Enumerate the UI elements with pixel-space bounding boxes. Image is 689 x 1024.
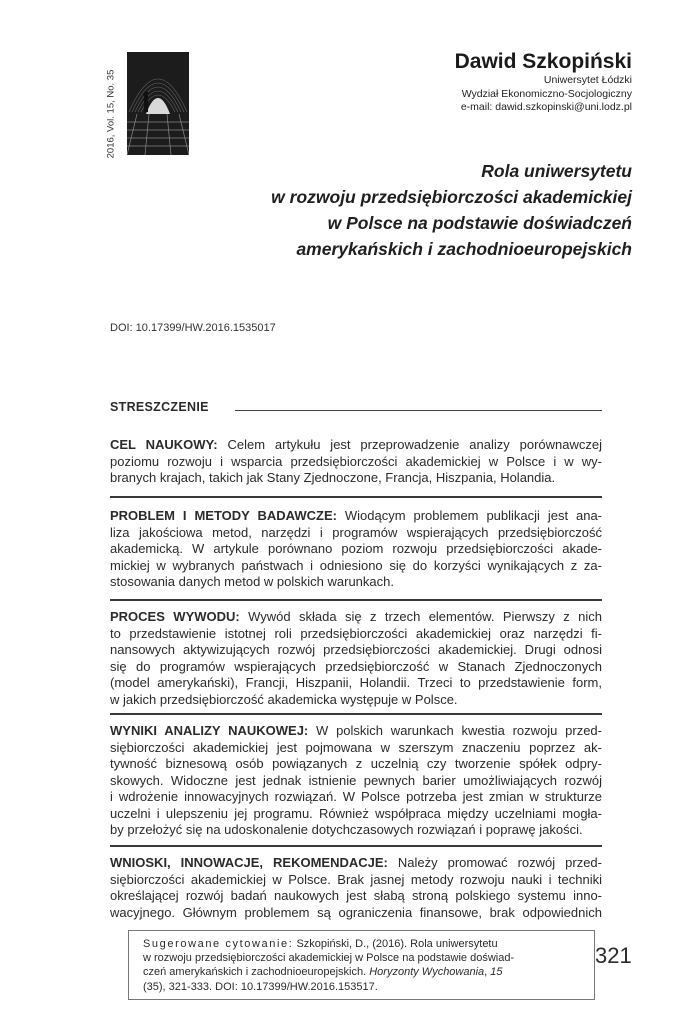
section-text: by przełożyć się na udoskonalenie dotychczasowych rozwiązań i poprawę jakości. [110, 822, 583, 837]
citation-label: Sugerowane cytowanie: [143, 938, 294, 950]
section-text: się do programów wspierających przedsiębiorczość w Stanach Zjednoczonych [110, 658, 602, 674]
abstract-section-conclusions [110, 855, 602, 921]
section-divider [110, 713, 602, 715]
section-text: Należy promować rozwój przed- [387, 855, 602, 870]
section-text: branych krajach, takich jak Stany Zjednoczone, Francja, Hiszpania, Holandia. [110, 470, 556, 485]
section-text: to przedstawienie istotnej roli przedsiębiorczości akademickiej oraz narzędzi fi- [110, 625, 602, 641]
section-text: uczelni i ulepszeniu jej programu. Również współpraca między uczelniami mogła- [110, 805, 602, 821]
section-text: mickiej w wybranych państwach i odniesiono się do korzyści wynikających z za- [110, 557, 602, 573]
citation-text: czeń amerykańskich i zachodnioeuropejskich. [143, 966, 370, 979]
citation-journal: Horyzonty Wychowania [369, 966, 485, 979]
author-block [455, 50, 632, 115]
citation-text: , [484, 966, 491, 979]
citation-text: w rozwoju przedsiębiorczości akademickiej w Polsce na podstawie doświad- [143, 952, 515, 965]
abstract-section-results [110, 723, 602, 839]
section-text: liza jakościowa metod, narzędzi i programów wspierających przedsiębiorczość [110, 524, 602, 540]
section-text: wacyjnego. Głównym problemem są ograniczenia finansowe, brak odpowiednich [110, 904, 602, 920]
section-text: Wywód składa się z trzech elementów. Pierwszy z nich [239, 609, 602, 624]
section-text: siębiorczości akademickiej jest pojmowana w szerszym znaczeniu poprzez ak- [110, 739, 602, 755]
section-divider [110, 845, 602, 847]
doi-text: DOI: 10.17399/HW.2016.1535017 [110, 322, 276, 334]
author-faculty: Wydział Ekonomiczno-Socjologiczny [461, 87, 632, 100]
title-line: Rola uniwersytetu [481, 161, 632, 181]
journal-volume-vertical [104, 60, 118, 168]
citation-volume: 15 [490, 966, 503, 979]
article-title [152, 158, 632, 262]
journal-logo-image [127, 52, 189, 155]
section-text: Celem artykułu jest przeprowadzenie analizy porównawczej [217, 437, 602, 452]
section-text: w jakich przedsiębiorczość akademicka występuje w Polsce. [110, 691, 458, 707]
section-divider [110, 599, 602, 601]
section-heading: PROBLEM I METODY BADAWCZE: [110, 508, 337, 523]
section-text: i wdrożenie innowacyjnych rozwiązań. W Polsce potrzeba jest zmian w strukturze [110, 789, 602, 804]
author-email: e-mail: dawid.szkopinski@uni.lodz.pl [460, 101, 632, 113]
title-line: amerykańskich i zachodnioeuropejskich [296, 239, 632, 259]
section-divider [110, 496, 602, 498]
abstract-section-methods [110, 508, 602, 591]
citation-text: (35), 321-333. DOI: 10.17399/HW.2016.153517. [143, 980, 378, 993]
abstract-heading-rule [235, 410, 602, 411]
section-text: nansowych aktywizujących rozwój przedsiębiorczości akademickiej. Drugi odnosi [110, 642, 602, 657]
section-text: poziomu rozwoju i wsparcia przedsiębiorczości akademickiej w Polsce i w wy- [110, 453, 602, 469]
abstract-section-objective [110, 437, 602, 487]
suggested-citation-box [128, 930, 595, 1000]
section-text: tywność biznesową osób powiązanych z uczelnią czy tworzenie spółek odpry- [110, 756, 602, 771]
suggested-citation-text [143, 937, 577, 994]
tunnel-figure-illustration [127, 52, 189, 155]
section-text: W polskich warunkach kwestia rozwoju przed- [308, 723, 602, 738]
author-name: Dawid Szkopiński [454, 50, 632, 73]
section-heading: PROCES WYWODU: [110, 609, 240, 624]
title-line: w rozwoju przedsiębiorczości akademickiej [271, 187, 632, 207]
abstract-heading: STRESZCZENIE [110, 400, 209, 414]
section-text: (model amerykański), Francji, Hiszpanii, Holandii. Trzeci to przedstawienie form, [110, 675, 602, 690]
section-text: skowych. Widoczne jest jednak istnienie pewnych barier umożliwiających rozwój [110, 772, 602, 788]
title-line: w Polsce na podstawie doświadczeń [327, 213, 632, 233]
section-text: stosowania danych metod w polskich warunkach. [110, 574, 394, 589]
abstract-heading-row [110, 398, 602, 414]
section-text: określającej rozwój badań naukowych jest słabą stroną polskiego systemu inno- [110, 888, 602, 903]
section-text: Wiodącym problemem publikacji jest ana- [336, 508, 603, 523]
abstract-section-process [110, 609, 602, 708]
journal-volume-text: 2016, Vol. 15, No. 35 [105, 69, 117, 159]
section-heading: WYNIKI ANALIZY NAUKOWEJ: [110, 723, 309, 738]
author-university: Uniwersytet Łódzki [543, 74, 632, 86]
section-text: akademicką. W artykule porównano poziom rozwoju przedsiębiorczości akade- [110, 541, 602, 556]
section-heading: WNIOSKI, INNOWACJE, REKOMENDACJE: [110, 855, 388, 870]
section-heading: CEL NAUKOWY: [110, 437, 218, 452]
page-number: 321 [595, 943, 632, 968]
citation-text: Szkopiński, D., (2016). Rola uniwersytetu [293, 938, 498, 950]
section-text: siębiorczości akademickiej w Polsce. Brak jasnej metody rozwoju nauki i techniki [110, 871, 602, 887]
